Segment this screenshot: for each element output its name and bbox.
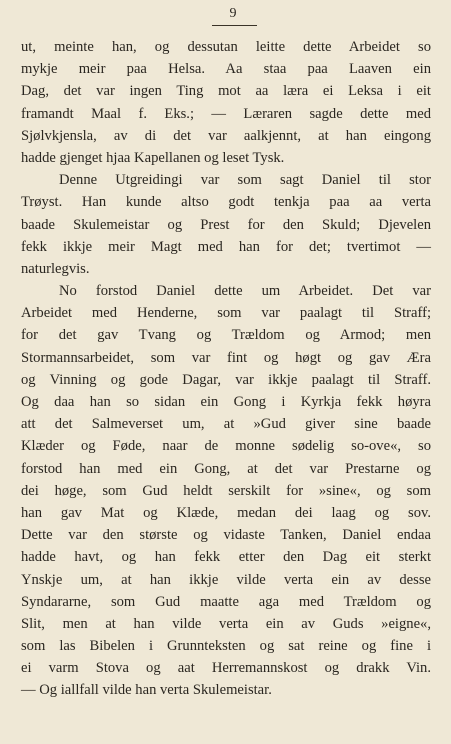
text-line: baade Skulemeistar og Prest for den Skuld; Djevelen	[21, 216, 431, 233]
text-line: Dette var den største og vidaste Tanken, Daniel endaa	[21, 527, 431, 544]
text-line: hadde havt, og han fekk etter den Dag eit sterkt	[21, 549, 431, 566]
header-rule	[212, 25, 257, 26]
page-header	[0, 6, 451, 28]
text-line: naturlegvis.	[21, 260, 90, 277]
page-number: 9	[229, 6, 237, 21]
text-line: som las Bibelen i Grunnteksten og sat reine og fine i	[21, 638, 431, 655]
text-line: Dag, det var ingen Ting mot aa læra ei Leksa i eit	[21, 83, 431, 100]
text-line: Klæder og Føde, naar de monne sødelig so-ove«, so	[21, 438, 431, 455]
text-line: forstod han med ein Gong, at det var Prestarne og	[21, 460, 431, 477]
text-line: framandt Maal f. Eks.; — Læraren sagde dette med	[21, 105, 431, 122]
text-line: mykje meir paa Helsa. Aa staa paa Laaven ein	[21, 61, 431, 78]
text-line: No forstod Daniel dette um Arbeidet. Det var	[59, 283, 431, 300]
text-line: fekk ikkje meir Magt med han for det; tvertimot —	[21, 238, 431, 255]
text-line: han gav Mat og Klæde, medan dei laag og sov.	[21, 504, 431, 521]
text-line: hadde gjenget hjaa Kapellanen og leset Tysk.	[21, 149, 285, 166]
text-line: Sjølvkjensla, av di det var aalkjennt, at han eingong	[21, 127, 431, 144]
text-line: Stormannsarbeidet, som var fint og høgt og gav Æra	[21, 349, 431, 366]
text-line: Ynskje um, at han ikkje vilde verta ein av desse	[21, 571, 431, 588]
text-line: Denne Utgreidingi var som sagt Daniel til stor	[59, 172, 431, 189]
text-line: Trøyst. Han kunde altso godt tenkja paa aa verta	[21, 194, 431, 211]
text-line: ut, meinte han, og dessutan leitte dette Arbeidet so	[21, 39, 431, 55]
text-line: ei varm Stova og aat Herremannskost og drakk Vin.	[21, 660, 431, 677]
paragraph	[21, 280, 431, 702]
text-line: Syndararne, som Gud maatte aga med Trældom og	[21, 593, 431, 610]
text-line: dei høge, som Gud heldt serskilt for »sine«, og som	[21, 482, 431, 499]
text-line: Og daa han so sidan ein Gong i Kyrkja fekk høyra	[21, 394, 431, 410]
text-line: att det Salmeverset um, at »Gud giver sine baade	[21, 416, 431, 433]
text-line: Slit, men at han vilde verta ein av Guds »eigne«,	[21, 615, 431, 632]
body-text	[21, 36, 431, 702]
text-line: og Vinning og gode Dagar, var ikkje paalagt til Straff.	[21, 371, 431, 388]
paragraph	[21, 36, 431, 169]
text-line: — Og iallfall vilde han verta Skulemeistar.	[21, 682, 272, 699]
text-line: Arbeidet med Henderne, som var paalagt til Straff;	[21, 305, 431, 322]
paragraph	[21, 169, 431, 280]
text-line: for det gav Tvang og Trældom og Armod; men	[21, 327, 431, 344]
